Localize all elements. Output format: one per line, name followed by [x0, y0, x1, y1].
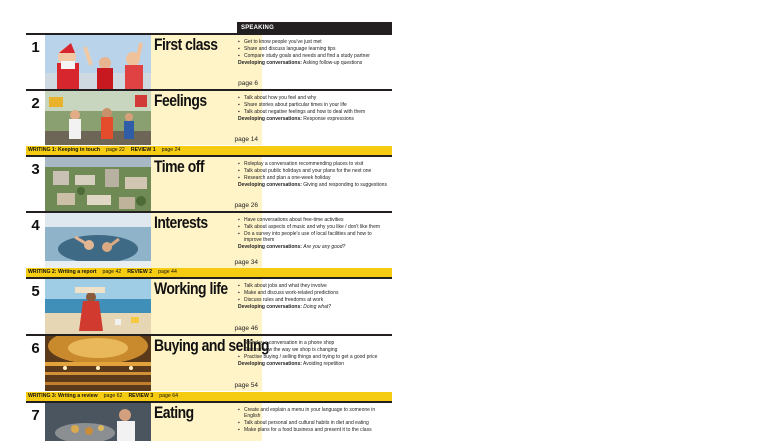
unit-page-ref: page 26 [234, 202, 258, 209]
objective-item: ▪ Do a survey into people's use of local facilities and how to improve them [238, 231, 388, 243]
developing-conversations: Developing conversations: Giving and responding to suggestions [238, 182, 387, 188]
developing-conversations: Developing conversations: Are you any good? [238, 244, 346, 250]
unit-title: First class [154, 35, 218, 54]
speaking-objectives [238, 283, 388, 310]
objective-item: ▪ Discuss rules and freedoms at work [238, 297, 388, 303]
unit-number: 2 [31, 95, 40, 112]
writing-review-strip: WRITING 3: Writing a review page 62 REVIEW 3 page 64 [26, 392, 392, 401]
unit-page-ref: page 54 [234, 382, 258, 389]
unit-title: Feelings [154, 91, 207, 110]
speaking-column-header: SPEAKING [237, 22, 392, 34]
writing-review-strip: WRITING 1: Keeping in touch page 22 REVIEW 1 page 24 [26, 146, 392, 155]
unit-title: Interests [154, 213, 208, 232]
unit-row-1 [26, 33, 392, 89]
objective-item: ▪ Create and explain a menu in your language to someone in English [238, 407, 388, 419]
unit-number: 4 [31, 217, 40, 234]
beach-vendor-photo [45, 279, 151, 334]
objective-item: ▪ Roleplay a conversation in a phone shop [238, 340, 388, 346]
unit-row-2 [26, 89, 392, 145]
objective-item: ▪ Discuss how the way we shop is changing [238, 347, 388, 353]
objective-item: ▪ Practise buying / selling things and trying to get a good price [238, 354, 388, 360]
ice-swimming-photo [45, 213, 151, 268]
department-store-dome-photo [45, 336, 151, 391]
objective-item: ▪ Talk about personal and cultural habits in diet and eating [238, 420, 388, 426]
objective-item: ▪ Get to know people you've just met [238, 39, 388, 45]
unit-number: 7 [31, 407, 40, 424]
unit-row-7 [26, 401, 392, 441]
unit-title: Working life [154, 279, 228, 298]
objective-item: ▪ Talk about negative feelings and how to deal with them [238, 109, 388, 115]
objective-item: ▪ Talk about public holidays and your plans for the next one [238, 168, 388, 174]
unit-row-5 [26, 277, 392, 334]
speaking-objectives [238, 95, 388, 122]
objective-item: ▪ Share and discuss language learning tips [238, 46, 388, 52]
objective-item: ▪ Have conversations about free-time activities [238, 217, 388, 223]
unit-page-ref: page 34 [234, 259, 258, 266]
developing-conversations: Developing conversations: Asking follow-up questions [238, 60, 363, 66]
unit-number: 5 [31, 283, 40, 300]
objective-item: ▪ Roleplay a conversation recommending places to visit [238, 161, 388, 167]
objective-item: ▪ Talk about aspects of music and why you like / don't like them [238, 224, 388, 230]
unit-title: Buying and selling [154, 336, 270, 355]
speaking-objectives [238, 217, 388, 250]
objective-item: ▪ Make and discuss work-related predictions [238, 290, 388, 296]
unit-row-4 [26, 211, 392, 268]
objective-item: ▪ Research and plan a one-week holiday [238, 175, 388, 181]
unit-row-6 [26, 334, 392, 391]
speaking-objectives [238, 161, 388, 188]
objective-item: ▪ Compare study goals and needs and find a study partner [238, 53, 388, 59]
santa-swimmers-photo [45, 35, 151, 89]
developing-conversations: Developing conversations: Doing what? [238, 304, 332, 310]
unit-row-3 [26, 155, 392, 211]
objective-item: ▪ Share stories about particular times in your life [238, 102, 388, 108]
festival-street-photo [45, 91, 151, 145]
unit-number: 6 [31, 340, 40, 357]
speaking-objectives [238, 407, 388, 434]
objective-item: ▪ Make plans for a food business and present it to the class [238, 427, 388, 433]
speaking-objectives [238, 39, 388, 66]
unit-page-ref: page 6 [238, 80, 258, 87]
street-food-photo [45, 403, 151, 441]
unit-number: 3 [31, 161, 40, 178]
unit-number: 1 [31, 39, 40, 56]
city-aerial-photo [45, 157, 151, 211]
developing-conversations: Developing conversations: Avoiding repetition [238, 361, 345, 367]
unit-title: Eating [154, 403, 194, 422]
speaking-objectives [238, 340, 388, 367]
unit-title: Time off [154, 157, 205, 176]
objective-item: ▪ Talk about jobs and what they involve [238, 283, 388, 289]
unit-page-ref: page 14 [234, 136, 258, 143]
unit-page-ref: page 46 [234, 325, 258, 332]
developing-conversations: Developing conversations: Response expressions [238, 116, 354, 122]
writing-review-strip: WRITING 2: Writing a report page 42 REVIEW 2 page 44 [26, 268, 392, 277]
objective-item: ▪ Talk about how you feel and why [238, 95, 388, 101]
